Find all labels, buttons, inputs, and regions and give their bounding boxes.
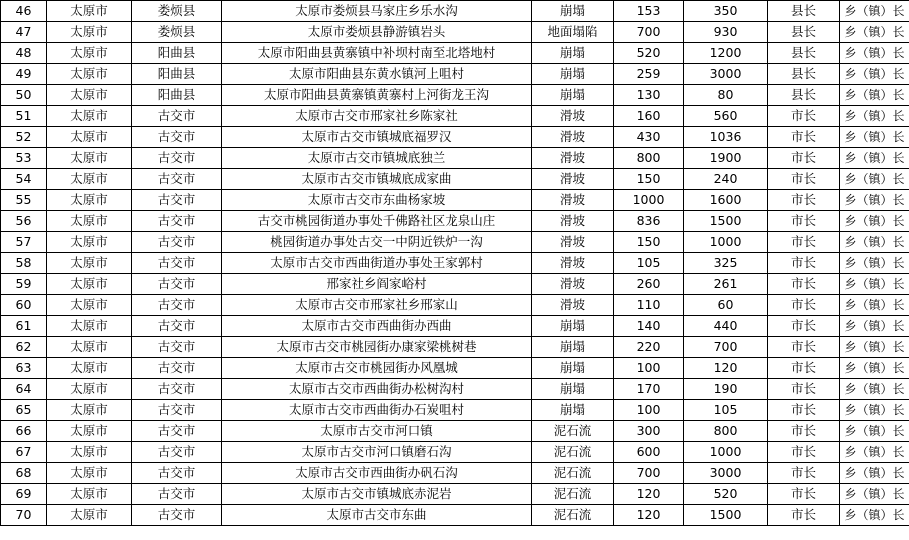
cell-type: 泥石流 — [532, 505, 614, 526]
cell-city: 太原市 — [47, 169, 132, 190]
cell-area: 1000 — [684, 232, 768, 253]
cell-type: 崩塌 — [532, 43, 614, 64]
cell-county: 古交市 — [132, 232, 222, 253]
cell-level — [840, 253, 909, 274]
level-text: 乡（镇）长 — [844, 424, 905, 439]
cell-type: 崩塌 — [532, 316, 614, 337]
cell-index: 60 — [1, 295, 47, 316]
cell-index: 68 — [1, 463, 47, 484]
cell-index: 47 — [1, 22, 47, 43]
cell-county: 古交市 — [132, 337, 222, 358]
level-text: 乡（镇）长 — [844, 214, 905, 229]
cell-responsible: 市长 — [768, 337, 840, 358]
cell-city: 太原市 — [47, 400, 132, 421]
cell-responsible: 市长 — [768, 127, 840, 148]
cell-level — [840, 274, 909, 295]
cell-responsible: 市长 — [768, 190, 840, 211]
cell-county: 娄烦县 — [132, 1, 222, 22]
cell-level — [840, 379, 909, 400]
cell-city: 太原市 — [47, 190, 132, 211]
table-row — [1, 232, 909, 253]
cell-length: 800 — [614, 148, 684, 169]
cell-county: 古交市 — [132, 484, 222, 505]
cell-name: 太原市古交市镇城底赤泥岩 — [222, 484, 532, 505]
cell-type: 崩塌 — [532, 64, 614, 85]
cell-city: 太原市 — [47, 358, 132, 379]
table-row — [1, 379, 909, 400]
cell-level — [840, 337, 909, 358]
cell-city: 太原市 — [47, 232, 132, 253]
cell-responsible: 市长 — [768, 295, 840, 316]
cell-area: 3000 — [684, 463, 768, 484]
cell-county: 古交市 — [132, 253, 222, 274]
cell-city: 太原市 — [47, 127, 132, 148]
cell-length: 700 — [614, 463, 684, 484]
cell-type: 滑坡 — [532, 211, 614, 232]
cell-city: 太原市 — [47, 442, 132, 463]
table-row — [1, 22, 909, 43]
cell-county: 古交市 — [132, 211, 222, 232]
level-text: 乡（镇）长 — [844, 445, 905, 460]
cell-county: 娄烦县 — [132, 22, 222, 43]
cell-county: 阳曲县 — [132, 43, 222, 64]
cell-type: 滑坡 — [532, 106, 614, 127]
cell-length: 120 — [614, 505, 684, 526]
cell-index: 49 — [1, 64, 47, 85]
cell-city: 太原市 — [47, 106, 132, 127]
cell-county: 古交市 — [132, 127, 222, 148]
cell-name: 邢家社乡阎家峪村 — [222, 274, 532, 295]
table-row — [1, 127, 909, 148]
cell-length: 100 — [614, 358, 684, 379]
cell-city: 太原市 — [47, 253, 132, 274]
cell-length: 259 — [614, 64, 684, 85]
cell-name: 桃园街道办事处古交一中阴近铁炉一沟 — [222, 232, 532, 253]
cell-type: 地面塌陷 — [532, 22, 614, 43]
table-row — [1, 505, 909, 526]
cell-county: 古交市 — [132, 379, 222, 400]
level-text: 乡（镇）长 — [844, 172, 905, 187]
level-text: 乡（镇）长 — [844, 298, 905, 313]
cell-name: 太原市古交市河口镇磨石沟 — [222, 442, 532, 463]
cell-responsible: 县长 — [768, 43, 840, 64]
table-row — [1, 421, 909, 442]
cell-county: 古交市 — [132, 316, 222, 337]
cell-type: 崩塌 — [532, 1, 614, 22]
cell-level — [840, 190, 909, 211]
cell-county: 古交市 — [132, 274, 222, 295]
level-text: 乡（镇）长 — [844, 403, 905, 418]
cell-name: 古交市桃园街道办事处千佛路社区龙泉山庄 — [222, 211, 532, 232]
cell-area: 261 — [684, 274, 768, 295]
table-row — [1, 400, 909, 421]
cell-type: 滑坡 — [532, 169, 614, 190]
table-row — [1, 190, 909, 211]
cell-responsible: 市长 — [768, 106, 840, 127]
cell-level — [840, 358, 909, 379]
cell-county: 古交市 — [132, 463, 222, 484]
cell-city: 太原市 — [47, 421, 132, 442]
level-text: 乡（镇）长 — [844, 466, 905, 481]
cell-level — [840, 421, 909, 442]
cell-type: 滑坡 — [532, 274, 614, 295]
cell-city: 太原市 — [47, 64, 132, 85]
cell-county: 古交市 — [132, 295, 222, 316]
level-text: 乡（镇）长 — [844, 235, 905, 250]
cell-county: 古交市 — [132, 169, 222, 190]
cell-index: 54 — [1, 169, 47, 190]
cell-index: 53 — [1, 148, 47, 169]
cell-index: 70 — [1, 505, 47, 526]
cell-level — [840, 1, 909, 22]
cell-county: 古交市 — [132, 358, 222, 379]
cell-length: 700 — [614, 22, 684, 43]
cell-length: 836 — [614, 211, 684, 232]
cell-city: 太原市 — [47, 1, 132, 22]
cell-level — [840, 106, 909, 127]
table-row — [1, 358, 909, 379]
cell-responsible: 市长 — [768, 169, 840, 190]
table-row — [1, 316, 909, 337]
level-text: 乡（镇）长 — [844, 46, 905, 61]
cell-name: 太原市古交市镇城底福罗汉 — [222, 127, 532, 148]
cell-area: 80 — [684, 85, 768, 106]
cell-responsible: 县长 — [768, 64, 840, 85]
cell-index: 63 — [1, 358, 47, 379]
cell-index: 46 — [1, 1, 47, 22]
table-row — [1, 85, 909, 106]
cell-area: 440 — [684, 316, 768, 337]
table-row — [1, 106, 909, 127]
level-text: 乡（镇）长 — [844, 4, 905, 19]
cell-city: 太原市 — [47, 505, 132, 526]
level-text: 乡（镇）长 — [844, 109, 905, 124]
cell-area: 350 — [684, 1, 768, 22]
cell-length: 430 — [614, 127, 684, 148]
cell-responsible: 市长 — [768, 400, 840, 421]
cell-length: 300 — [614, 421, 684, 442]
cell-index: 50 — [1, 85, 47, 106]
cell-index: 51 — [1, 106, 47, 127]
table-row — [1, 463, 909, 484]
cell-length: 153 — [614, 1, 684, 22]
table-row — [1, 442, 909, 463]
table-row — [1, 148, 909, 169]
cell-name: 太原市娄烦县静游镇岩头 — [222, 22, 532, 43]
cell-city: 太原市 — [47, 337, 132, 358]
cell-city: 太原市 — [47, 484, 132, 505]
cell-index: 56 — [1, 211, 47, 232]
cell-name: 太原市古交市西曲街办西曲 — [222, 316, 532, 337]
cell-length: 150 — [614, 169, 684, 190]
cell-area: 105 — [684, 400, 768, 421]
cell-length: 110 — [614, 295, 684, 316]
cell-area: 240 — [684, 169, 768, 190]
table-row — [1, 274, 909, 295]
cell-index: 64 — [1, 379, 47, 400]
cell-level — [840, 169, 909, 190]
cell-level — [840, 85, 909, 106]
cell-length: 120 — [614, 484, 684, 505]
table-body — [1, 1, 909, 526]
cell-name: 太原市古交市西曲街办矾石沟 — [222, 463, 532, 484]
cell-area: 700 — [684, 337, 768, 358]
cell-index: 65 — [1, 400, 47, 421]
cell-name: 太原市古交市东曲杨家坡 — [222, 190, 532, 211]
cell-type: 泥石流 — [532, 484, 614, 505]
cell-index: 62 — [1, 337, 47, 358]
table-row — [1, 337, 909, 358]
cell-index: 59 — [1, 274, 47, 295]
table-row — [1, 253, 909, 274]
cell-length: 160 — [614, 106, 684, 127]
cell-name: 太原市古交市西曲街办松树沟村 — [222, 379, 532, 400]
cell-type: 滑坡 — [532, 190, 614, 211]
cell-type: 崩塌 — [532, 379, 614, 400]
table-row — [1, 295, 909, 316]
cell-type: 崩塌 — [532, 358, 614, 379]
cell-level — [840, 64, 909, 85]
cell-length: 150 — [614, 232, 684, 253]
cell-length: 600 — [614, 442, 684, 463]
cell-county: 阳曲县 — [132, 85, 222, 106]
cell-name: 太原市古交市东曲 — [222, 505, 532, 526]
cell-city: 太原市 — [47, 295, 132, 316]
cell-name: 太原市古交市邢家社乡邢家山 — [222, 295, 532, 316]
cell-length: 1000 — [614, 190, 684, 211]
cell-level — [840, 463, 909, 484]
cell-index: 55 — [1, 190, 47, 211]
cell-type: 滑坡 — [532, 127, 614, 148]
level-text: 乡（镇）长 — [844, 277, 905, 292]
cell-index: 61 — [1, 316, 47, 337]
cell-responsible: 市长 — [768, 148, 840, 169]
cell-area: 120 — [684, 358, 768, 379]
cell-area: 3000 — [684, 64, 768, 85]
cell-length: 100 — [614, 400, 684, 421]
cell-county: 古交市 — [132, 442, 222, 463]
cell-level — [840, 295, 909, 316]
cell-level — [840, 22, 909, 43]
cell-level — [840, 232, 909, 253]
cell-index: 52 — [1, 127, 47, 148]
cell-area: 60 — [684, 295, 768, 316]
cell-responsible: 市长 — [768, 274, 840, 295]
cell-index: 67 — [1, 442, 47, 463]
cell-name: 太原市阳曲县黄寨镇中补坝村南至北塔地村 — [222, 43, 532, 64]
cell-responsible: 市长 — [768, 505, 840, 526]
cell-area: 930 — [684, 22, 768, 43]
cell-name: 太原市古交市邢家社乡陈家社 — [222, 106, 532, 127]
cell-name: 太原市娄烦县马家庄乡乐水沟 — [222, 1, 532, 22]
cell-type: 崩塌 — [532, 400, 614, 421]
level-text: 乡（镇）长 — [844, 382, 905, 397]
level-text: 乡（镇）长 — [844, 67, 905, 82]
cell-type: 泥石流 — [532, 463, 614, 484]
cell-area: 1600 — [684, 190, 768, 211]
cell-length: 220 — [614, 337, 684, 358]
cell-index: 66 — [1, 421, 47, 442]
cell-type: 崩塌 — [532, 85, 614, 106]
level-text: 乡（镇）长 — [844, 88, 905, 103]
cell-county: 古交市 — [132, 190, 222, 211]
cell-responsible: 市长 — [768, 316, 840, 337]
cell-area: 1500 — [684, 505, 768, 526]
cell-city: 太原市 — [47, 463, 132, 484]
cell-type: 崩塌 — [532, 337, 614, 358]
cell-city: 太原市 — [47, 211, 132, 232]
cell-responsible: 市长 — [768, 442, 840, 463]
cell-city: 太原市 — [47, 274, 132, 295]
cell-name: 太原市古交市桃园街办康家梁桃树巷 — [222, 337, 532, 358]
cell-length: 170 — [614, 379, 684, 400]
cell-name: 太原市古交市镇城底成家曲 — [222, 169, 532, 190]
cell-name: 太原市古交市西曲街办石炭咀村 — [222, 400, 532, 421]
cell-city: 太原市 — [47, 22, 132, 43]
level-text: 乡（镇）长 — [844, 130, 905, 145]
cell-length: 130 — [614, 85, 684, 106]
cell-city: 太原市 — [47, 148, 132, 169]
cell-name: 太原市阳曲县黄寨镇黄寨村上河街龙王沟 — [222, 85, 532, 106]
cell-city: 太原市 — [47, 316, 132, 337]
cell-level — [840, 43, 909, 64]
cell-type: 滑坡 — [532, 295, 614, 316]
level-text: 乡（镇）长 — [844, 487, 905, 502]
table-row — [1, 169, 909, 190]
cell-name: 太原市古交市河口镇 — [222, 421, 532, 442]
cell-level — [840, 484, 909, 505]
cell-area: 325 — [684, 253, 768, 274]
cell-city: 太原市 — [47, 379, 132, 400]
cell-area: 800 — [684, 421, 768, 442]
level-text: 乡（镇）长 — [844, 193, 905, 208]
cell-city: 太原市 — [47, 85, 132, 106]
cell-length: 140 — [614, 316, 684, 337]
cell-responsible: 市长 — [768, 379, 840, 400]
cell-area: 190 — [684, 379, 768, 400]
cell-type: 泥石流 — [532, 442, 614, 463]
cell-index: 69 — [1, 484, 47, 505]
level-text: 乡（镇）长 — [844, 361, 905, 376]
table-row — [1, 64, 909, 85]
table-row — [1, 211, 909, 232]
cell-level — [840, 505, 909, 526]
cell-index: 48 — [1, 43, 47, 64]
cell-responsible: 市长 — [768, 232, 840, 253]
level-text: 乡（镇）长 — [844, 151, 905, 166]
cell-county: 古交市 — [132, 400, 222, 421]
cell-county: 阳曲县 — [132, 64, 222, 85]
cell-name: 太原市古交市镇城底独兰 — [222, 148, 532, 169]
level-text: 乡（镇）长 — [844, 319, 905, 334]
table-row — [1, 43, 909, 64]
cell-type: 泥石流 — [532, 421, 614, 442]
cell-length: 260 — [614, 274, 684, 295]
level-text: 乡（镇）长 — [844, 256, 905, 271]
cell-responsible: 市长 — [768, 463, 840, 484]
cell-county: 古交市 — [132, 148, 222, 169]
cell-responsible: 市长 — [768, 358, 840, 379]
cell-responsible: 市长 — [768, 253, 840, 274]
cell-name: 太原市古交市西曲街道办事处王家郭村 — [222, 253, 532, 274]
cell-level — [840, 127, 909, 148]
cell-length: 520 — [614, 43, 684, 64]
cell-area: 560 — [684, 106, 768, 127]
cell-area: 1036 — [684, 127, 768, 148]
cell-area: 1900 — [684, 148, 768, 169]
cell-county: 古交市 — [132, 421, 222, 442]
level-text: 乡（镇）长 — [844, 508, 905, 523]
cell-name: 太原市古交市桃园街办风凰城 — [222, 358, 532, 379]
cell-index: 58 — [1, 253, 47, 274]
cell-index: 57 — [1, 232, 47, 253]
cell-type: 滑坡 — [532, 232, 614, 253]
cell-responsible: 县长 — [768, 85, 840, 106]
cell-responsible: 县长 — [768, 1, 840, 22]
cell-name: 太原市阳曲县东黄水镇河上咀村 — [222, 64, 532, 85]
cell-type: 滑坡 — [532, 253, 614, 274]
cell-county: 古交市 — [132, 106, 222, 127]
cell-city: 太原市 — [47, 43, 132, 64]
cell-type: 滑坡 — [532, 148, 614, 169]
table-row — [1, 484, 909, 505]
cell-level — [840, 400, 909, 421]
level-text: 乡（镇）长 — [844, 25, 905, 40]
cell-county: 古交市 — [132, 505, 222, 526]
cell-responsible: 市长 — [768, 484, 840, 505]
cell-area: 1500 — [684, 211, 768, 232]
cell-level — [840, 442, 909, 463]
cell-level — [840, 211, 909, 232]
cell-responsible: 县长 — [768, 22, 840, 43]
level-text: 乡（镇）长 — [844, 340, 905, 355]
cell-area: 520 — [684, 484, 768, 505]
cell-responsible: 市长 — [768, 421, 840, 442]
table-row — [1, 1, 909, 22]
cell-area: 1000 — [684, 442, 768, 463]
cell-responsible: 市长 — [768, 211, 840, 232]
cell-level — [840, 316, 909, 337]
cell-area: 1200 — [684, 43, 768, 64]
cell-length: 105 — [614, 253, 684, 274]
cell-level — [840, 148, 909, 169]
